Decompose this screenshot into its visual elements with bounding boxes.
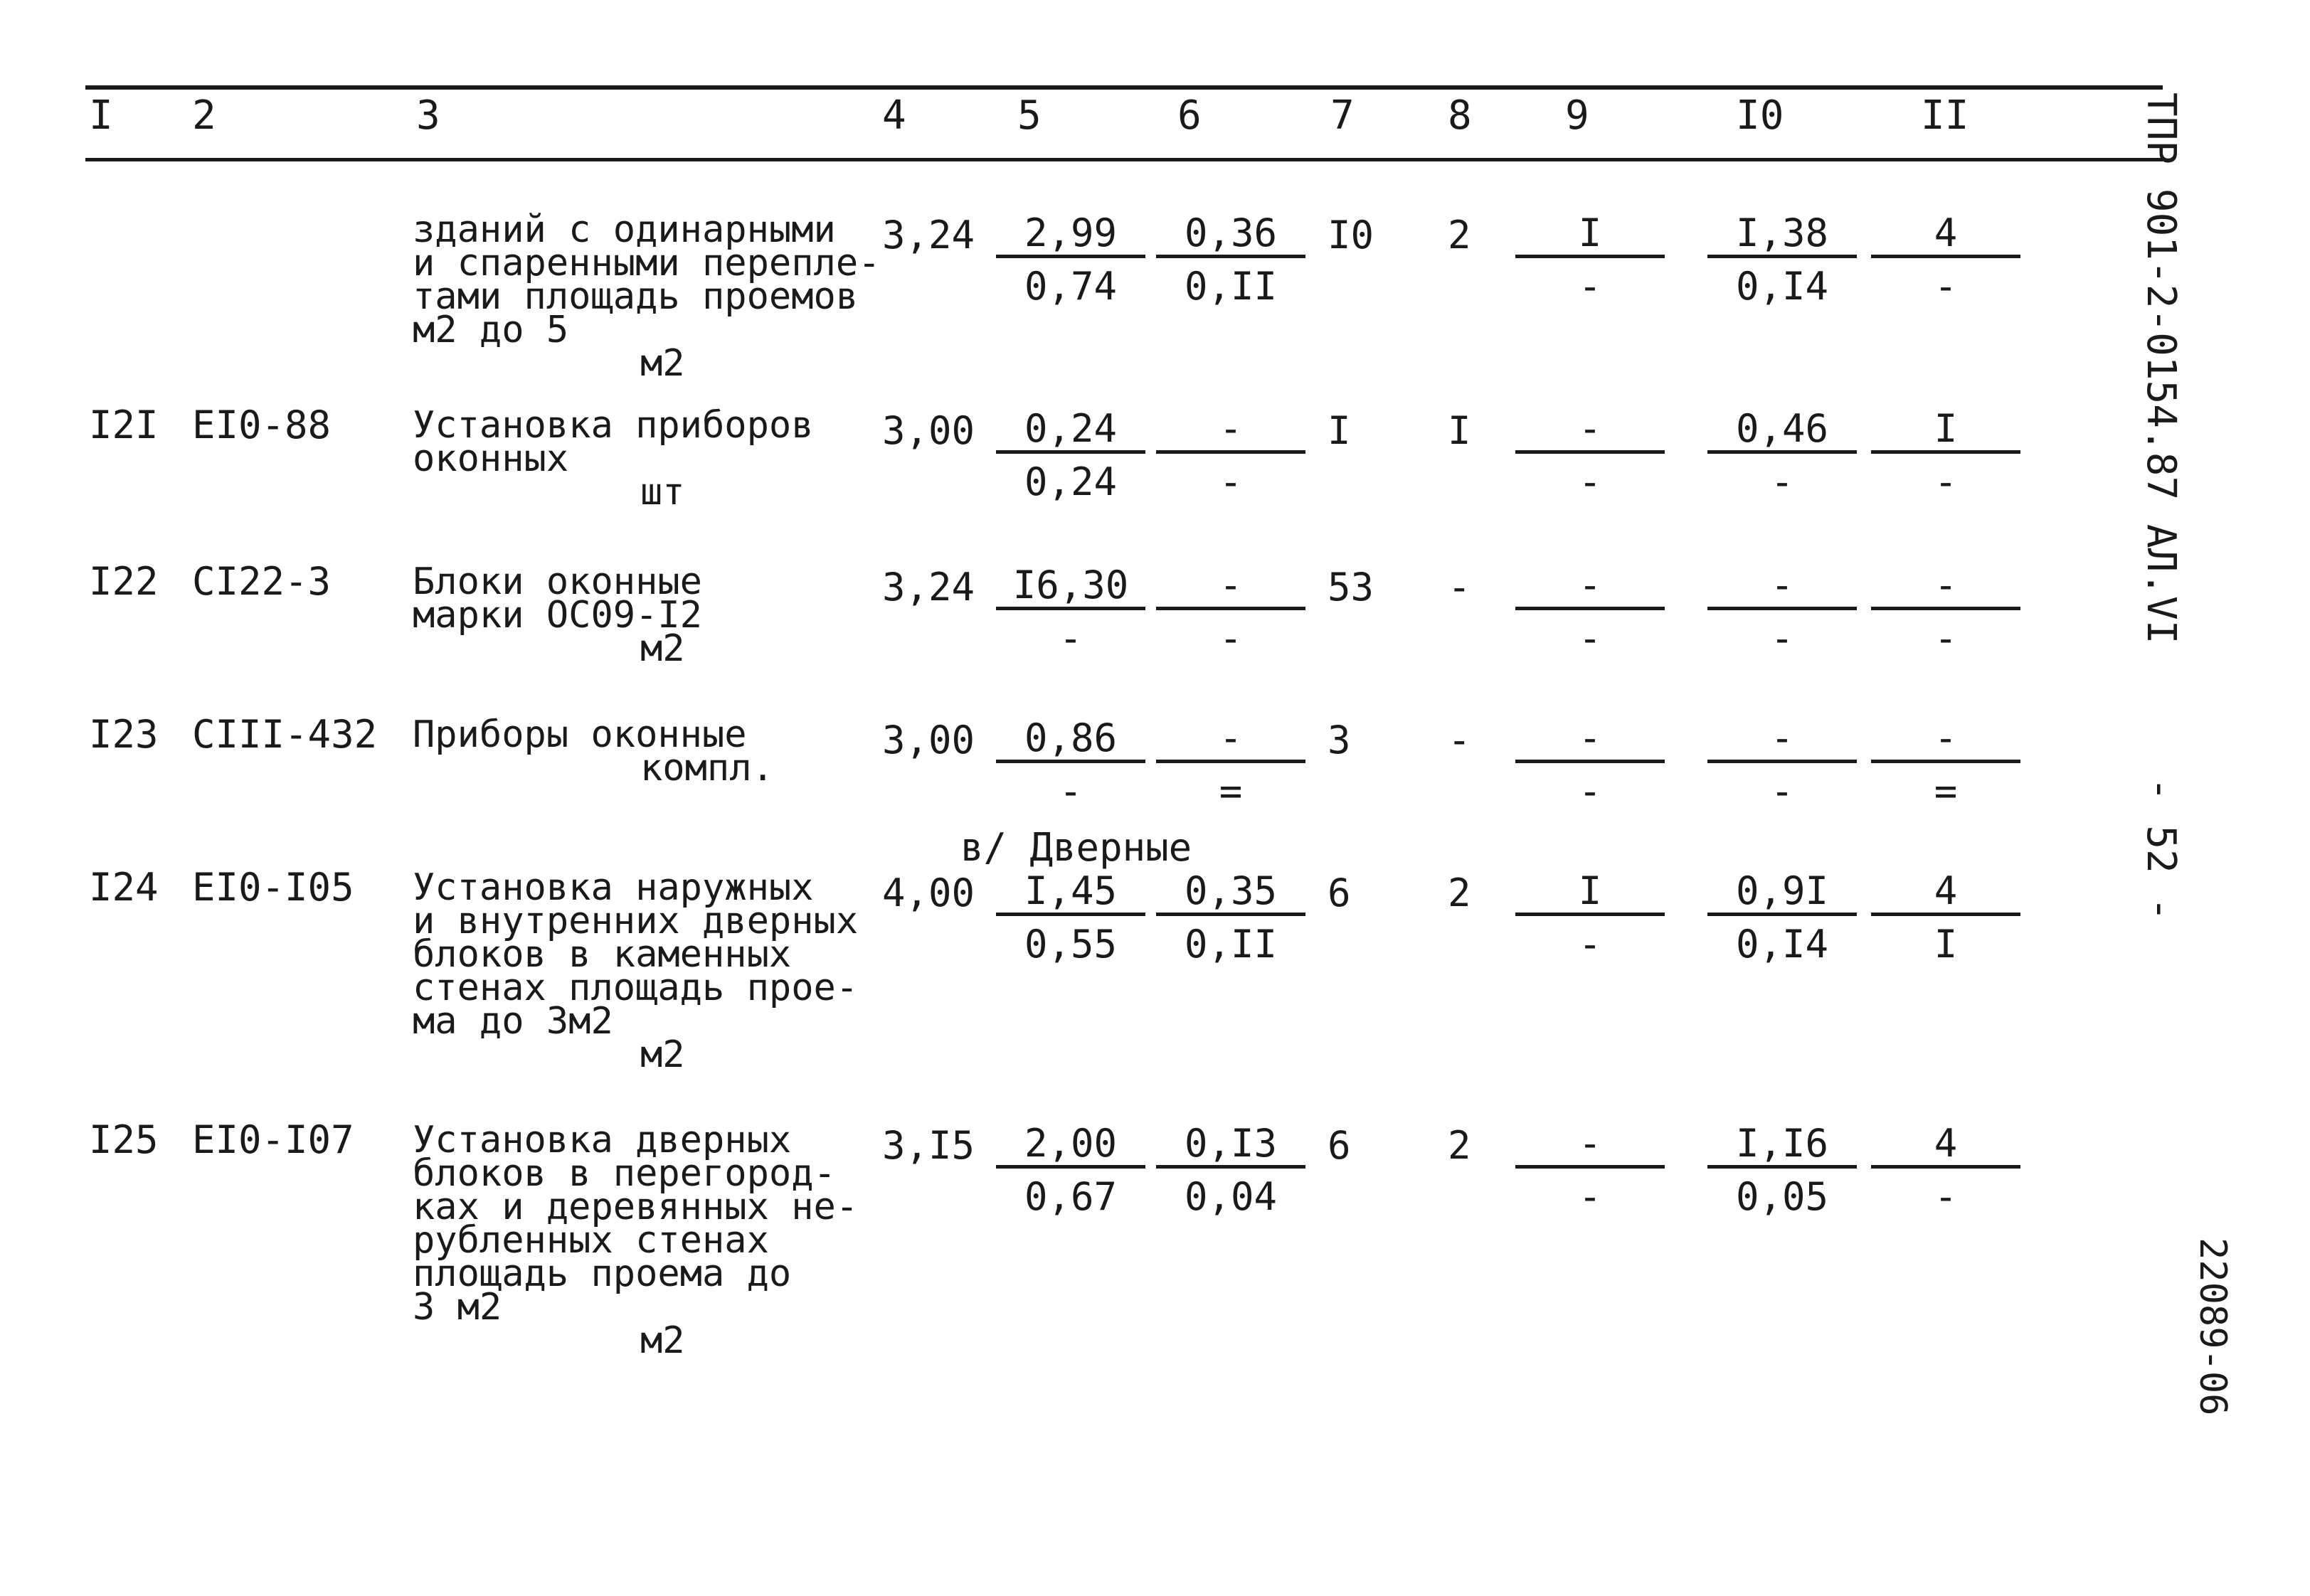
row-code: ЕI0-I07 (192, 1117, 354, 1162)
header-col-9: 9 (1565, 92, 1589, 139)
col-8-value: I (1448, 408, 1471, 453)
col-10-fraction (1707, 565, 1857, 659)
header-col-11: II (1921, 92, 1969, 139)
fraction-denominator: = (1219, 769, 1243, 814)
fraction-denominator: - (1219, 616, 1243, 661)
col-5-fraction (996, 715, 1145, 814)
fraction-denominator: - (1059, 769, 1083, 814)
col-4-value: 3,24 (882, 213, 975, 257)
fraction-denominator: 0,04 (1184, 1174, 1278, 1219)
row-number: I25 (89, 1117, 159, 1162)
col-6-fraction (1156, 868, 1305, 967)
col-7-value: I0 (1328, 213, 1374, 257)
header-col-3: 3 (416, 92, 440, 139)
fraction-denominator: - (1219, 459, 1243, 504)
section-label: в/ Дверные (960, 825, 1192, 870)
col-9-fraction (1515, 565, 1665, 659)
row-code: ЕI0-I05 (192, 865, 354, 910)
fraction-denominator: - (1934, 459, 1958, 504)
fraction-numerator: 0,I3 (1156, 1124, 1305, 1169)
fraction-numerator: 2,99 (996, 213, 1145, 258)
col-7-value: 6 (1328, 871, 1351, 915)
fraction-numerator: 2,00 (996, 1124, 1145, 1169)
header-col-1: I (89, 92, 113, 139)
description-line: площадь проема до (413, 1252, 792, 1295)
row-number: I22 (89, 559, 159, 604)
row-unit: м2 (640, 1033, 685, 1076)
description-line: и спаренными переплe- (413, 242, 881, 284)
fraction-denominator: - (1934, 264, 1958, 309)
col-8-value: - (1448, 718, 1471, 762)
fraction-denominator: 0,67 (1024, 1174, 1118, 1219)
row-description (413, 1119, 868, 1362)
fraction-numerator: I,38 (1707, 213, 1857, 258)
description-line: блоков в перегород- (413, 1152, 836, 1195)
fraction-denominator: - (1578, 1174, 1602, 1219)
header-col-4: 4 (882, 92, 906, 139)
col-10-fraction (1707, 213, 1857, 307)
fraction-denominator: - (1770, 459, 1794, 504)
col-6-fraction (1156, 213, 1305, 307)
col-11-fraction (1871, 1121, 2020, 1219)
side-document-code (2138, 92, 2184, 921)
row-description (413, 208, 881, 385)
header-col-7: 7 (1330, 92, 1355, 139)
fraction-numerator: - (1515, 565, 1665, 610)
col-6-fraction (1156, 406, 1305, 504)
description-line: оконных (413, 437, 569, 480)
row-unit: шт (640, 471, 685, 514)
description-line: ках и деревянных не- (413, 1186, 859, 1228)
col-11-fraction (1871, 565, 2020, 659)
col-5-fraction (996, 213, 1145, 307)
fraction-numerator: - (1515, 1124, 1665, 1169)
description-line: блоков в каменных (413, 933, 792, 976)
fraction-denominator: = (1934, 769, 1958, 814)
fraction-denominator: 0,II (1184, 922, 1278, 967)
stamp-number: 22089-06 (2191, 1238, 2234, 1416)
fraction-numerator: I,45 (996, 871, 1145, 916)
col-5-fraction (996, 406, 1145, 504)
fraction-numerator: 0,24 (996, 409, 1145, 454)
col-10-fraction (1707, 1121, 1857, 1219)
row-code: СI22-3 (192, 559, 332, 604)
col-7-value: I (1328, 408, 1351, 453)
fraction-denominator: - (1934, 616, 1958, 661)
description-line: рубленных стенах (413, 1219, 769, 1262)
fraction-numerator: - (1156, 409, 1305, 454)
fraction-numerator: - (1156, 565, 1305, 610)
description-line: ма до 3м2 (413, 1000, 613, 1043)
fraction-denominator: - (1578, 459, 1602, 504)
description-line: зданий с одинарными (413, 208, 836, 251)
fraction-numerator: 0,46 (1707, 409, 1857, 454)
col-7-value: 6 (1328, 1123, 1351, 1168)
fraction-denominator: 0,74 (1024, 264, 1118, 309)
fraction-numerator: 0,35 (1156, 871, 1305, 916)
col-5-fraction (996, 1121, 1145, 1219)
description-line: Установка наружных (413, 866, 814, 909)
fraction-denominator: 0,I4 (1735, 264, 1829, 309)
col-4-value: 3,I5 (882, 1123, 975, 1168)
description-line: м2 до 5 (413, 309, 569, 351)
row-number: I2I (89, 403, 159, 447)
col-6-fraction (1156, 1121, 1305, 1219)
row-number: I24 (89, 865, 159, 910)
col-10-fraction (1707, 406, 1857, 504)
fraction-numerator: - (1515, 718, 1665, 763)
fraction-denominator: - (1934, 1174, 1958, 1219)
col-6-fraction (1156, 565, 1305, 659)
col-4-value: 3,24 (882, 565, 975, 610)
col-6-fraction (1156, 715, 1305, 814)
row-description (413, 866, 868, 1076)
row-code: ЕI0-88 (192, 403, 332, 447)
row-code: СIII-432 (192, 712, 378, 757)
fraction-denominator: - (1770, 769, 1794, 814)
fraction-numerator: 4 (1871, 213, 2020, 258)
fraction-denominator: 0,I4 (1735, 922, 1829, 967)
fraction-numerator: - (1156, 718, 1305, 763)
row-unit: компл. (640, 747, 774, 789)
header-col-5: 5 (1017, 92, 1042, 139)
fraction-numerator: 4 (1871, 1124, 2020, 1169)
page-number: - 52 - (2138, 777, 2184, 922)
col-10-fraction (1707, 715, 1857, 814)
fraction-numerator: - (1871, 565, 2020, 610)
header-col-10: I0 (1736, 92, 1784, 139)
fraction-denominator: 0,24 (1024, 459, 1118, 504)
fraction-denominator: 0,II (1184, 264, 1278, 309)
fraction-denominator: - (1770, 616, 1794, 661)
fraction-denominator: - (1578, 769, 1602, 814)
header-col-8: 8 (1448, 92, 1472, 139)
col-8-value: 2 (1448, 213, 1471, 257)
description-line: Установка приборов (413, 404, 814, 447)
description-line: Блоки оконные (413, 560, 702, 603)
description-line: марки ОС09-I2 (413, 594, 702, 637)
col-8-value: 2 (1448, 1123, 1471, 1168)
col-5-fraction (996, 565, 1145, 659)
top-rule (85, 85, 2163, 90)
row-description (413, 560, 868, 670)
description-line: Приборы оконные (413, 713, 747, 756)
row-unit: м2 (640, 1319, 685, 1362)
col-9-fraction (1515, 1121, 1665, 1219)
col-9-fraction (1515, 715, 1665, 814)
fraction-denominator: 0,55 (1024, 922, 1118, 967)
fraction-numerator: I,I6 (1707, 1124, 1857, 1169)
col-5-fraction (996, 868, 1145, 967)
fraction-numerator: I (1871, 409, 2020, 454)
row-unit: м2 (640, 627, 685, 670)
description-line: 3 м2 (413, 1286, 502, 1329)
fraction-numerator: 0,9I (1707, 871, 1857, 916)
col-7-value: 3 (1328, 718, 1351, 762)
row-description (413, 404, 868, 514)
fraction-denominator: - (1578, 264, 1602, 309)
fraction-denominator: - (1059, 616, 1083, 661)
fraction-numerator: I6,30 (996, 565, 1145, 610)
description-line: и внутренних дверных (413, 900, 859, 942)
col-11-fraction (1871, 868, 2020, 967)
fraction-numerator: - (1515, 409, 1665, 454)
description-line: тами площадь проемов (413, 275, 859, 318)
document-code: ТПР 901-2-0154.87 АЛ.VI (2138, 92, 2184, 644)
col-8-value: - (1448, 565, 1471, 610)
fraction-numerator: 4 (1871, 871, 2020, 916)
fraction-denominator: - (1578, 922, 1602, 967)
col-9-fraction (1515, 213, 1665, 307)
description-line: Установка дверных (413, 1119, 792, 1161)
fraction-numerator: - (1707, 718, 1857, 763)
description-line: стенах площадь прое- (413, 967, 859, 1009)
fraction-numerator: I (1515, 871, 1665, 916)
row-unit: м2 (640, 342, 685, 385)
col-4-value: 3,00 (882, 718, 975, 762)
fraction-denominator: 0,05 (1735, 1174, 1829, 1219)
col-4-value: 3,00 (882, 408, 975, 453)
col-8-value: 2 (1448, 871, 1471, 915)
col-9-fraction (1515, 406, 1665, 504)
fraction-numerator: - (1707, 565, 1857, 610)
col-9-fraction (1515, 868, 1665, 967)
fraction-numerator: I (1515, 213, 1665, 258)
col-11-fraction (1871, 213, 2020, 307)
header-rule (85, 158, 2163, 161)
row-description (413, 713, 868, 789)
fraction-denominator: I (1934, 922, 1958, 967)
col-10-fraction (1707, 868, 1857, 967)
col-11-fraction (1871, 715, 2020, 814)
fraction-numerator: 0,36 (1156, 213, 1305, 258)
col-7-value: 53 (1328, 565, 1374, 610)
header-col-6: 6 (1177, 92, 1202, 139)
header-col-2: 2 (192, 92, 216, 139)
col-11-fraction (1871, 406, 2020, 504)
fraction-denominator: - (1578, 616, 1602, 661)
fraction-numerator: - (1871, 718, 2020, 763)
col-4-value: 4,00 (882, 871, 975, 915)
fraction-numerator: 0,86 (996, 718, 1145, 763)
row-number: I23 (89, 712, 159, 757)
